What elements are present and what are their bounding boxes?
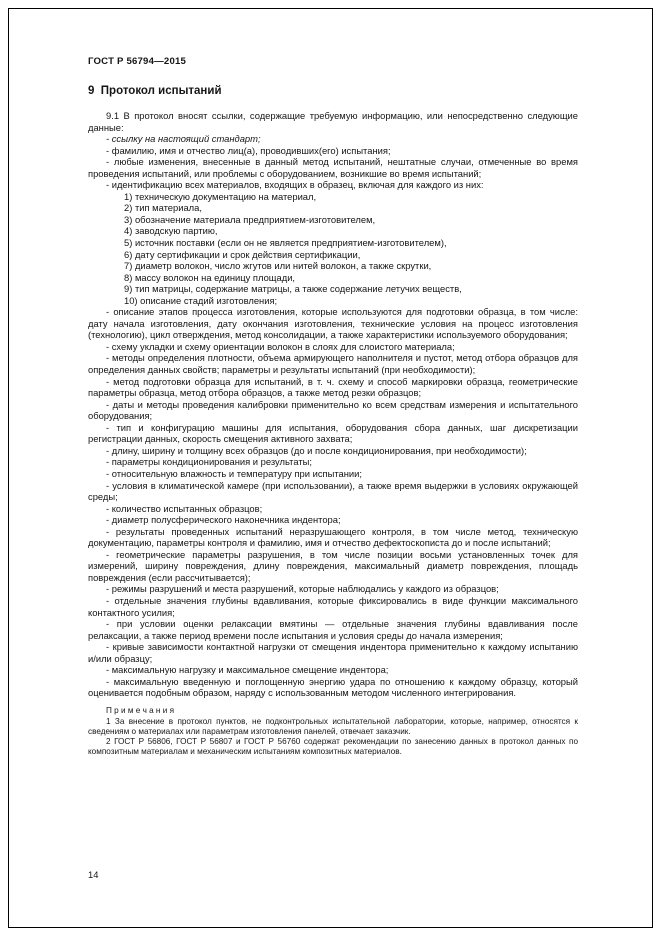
page-number: 14 [88,869,99,880]
paragraph: - диаметр полусферического наконечника индентора; [106,514,341,526]
paragraph: - геометрические параметры разрушения, в том числе позиции восьми установленных точек для измерений, ширину повреждения, длину повреждения, максимальный диаметр повреждения, площадь повреждения (если рассчитывается); [88,548,578,583]
paragraph: - кривые зависимости контактной нагрузки от смещения индентора применительно к каждому испытанию и/или образцу; [88,641,578,664]
body-text [88,110,578,699]
paragraph: - идентификацию всех материалов, входящих в образец, включая для каждого из них: [106,179,484,191]
paragraph: - максимальную нагрузку и максимальное смещение индентора; [106,664,389,676]
paragraph: - фамилию, имя и отчество лиц(а), проводивших(его) испытания; [106,144,391,156]
note-item: 1 За внесение в протокол пунктов, не подконтрольных испытательной лаборатории, которые, например, относятся к сведениям о материалах или параметрам изготовления панелей, отвечает заказчик. [88,716,578,736]
paragraph: - схему укладки и схему ориентации волокон в слоях для слоистого материала; [106,340,455,352]
numbered-item: 10) описание стадий изготовления; [124,294,278,306]
paragraph: - любые изменения, внесенные в данный метод испытаний, нештатные случаи, отмеченные во время проведения испытаний, или проблемы с оборудованием, возникшие во время испытаний; [88,156,578,179]
numbered-item: 2) тип материала, [124,202,202,214]
paragraph: - условия в климатической камере (при использовании), а также время выдержки в условиях окружающей среды; [88,479,578,503]
section-title: 9 Протокол испытаний [88,85,222,97]
paragraph: - параметры кондиционирования и результаты; [106,456,312,468]
paragraph: - описание этапов процесса изготовления, которые используются для подготовки образца, в том числе: дату начала изготовления, дату окончания изготовления, технические условия на процесс изготовления (технологию), цикл отверждения, метод консолидации, а также характеристики используемого оборудования; [88,306,578,341]
paragraph: - результаты проведенных испытаний неразрушающего контроля, в том числе метод, техническую документацию, параметры контроля и фамилию, имя и отчество дефектоскописта до и после испытаний; [88,525,578,549]
paragraph: - количество испытанных образцов; [106,502,263,514]
numbered-item: 9) тип матрицы, содержание матрицы, а также содержание летучих веществ, [124,283,462,295]
notes-items [88,717,578,757]
numbered-item: 3) обозначение материала предприятием-изготовителем, [124,213,376,225]
paragraph: - максимальную введенную и поглощенную энергию удара по отношению к каждому образцу, который оценивается подобным образом, наряду с использованным методом численного интегрирования. [88,675,578,699]
paragraph: - методы определения плотности, объема армирующего наполнителя и пустот, метод отбора образцов для определения данных свойств; параметры и результаты испытаний (при необходимости); [88,352,578,376]
paragraph: - тип и конфигурацию машины для испытания, оборудования сбора данных, шаг дискретизации регистрации данных, скорость смещения активного захвата; [88,421,578,445]
numbered-item: 4) заводскую партию, [124,225,218,237]
paragraph: - даты и методы проведения калибровки применительно ко всем средствам измерения и испытательного оборудования; [88,398,578,422]
paragraph: - метод подготовки образца для испытаний, в т. ч. схему и способ маркировки образца, геометрические параметры образца, метод отбора образцов, а также метод резки образцов; [88,375,578,399]
paragraph: - длину, ширину и толщину всех образцов (до и после кондиционирования, при необходимости); [106,444,527,456]
notes-section [88,706,578,757]
paragraph: - ссылку на настоящий стандарт; [106,133,261,145]
paragraph: - режимы разрушений и места разрушений, которые наблюдались у каждого из образцов; [106,583,499,595]
notes-title: П р и м е ч а н и я [106,705,175,715]
numbered-item: 6) дату сертификации и срок действия сертификации, [124,248,361,260]
numbered-item: 7) диаметр волокон, число жгутов или нитей волокон, а также скрутки, [124,260,432,272]
page-content [88,56,578,756]
note-item: 2 ГОСТ Р 56806, ГОСТ Р 56807 и ГОСТ Р 56760 содержат рекомендации по занесению данных в протокол данных по композитным материалам и механическим испытаниям композитных материалов. [88,736,578,756]
paragraph: - при условии оценки релаксации вмятины — отдельные значения глубины вдавливания после релаксации, а также период времени после испытания и условия среды до начала измерения; [88,618,578,641]
numbered-item: 8) массу волокон на единицу площади, [124,271,296,283]
numbered-item: 1) техническую документацию на материал, [124,190,317,202]
numbered-item: 5) источник поставки (если он не является предприятием-изготовителем), [124,237,447,249]
paragraph: 9.1 В протокол вносят ссылки, содержащие требуемую информацию, или непосредственно следующие данные: [88,110,578,133]
paragraph: - отдельные значения глубины вдавливания, которые фиксировались в виде функции максимального контактного усилия; [88,594,578,618]
paragraph: - относительную влажность и температуру при испытании; [106,467,362,479]
document-header: ГОСТ Р 56794—2015 [88,56,187,67]
